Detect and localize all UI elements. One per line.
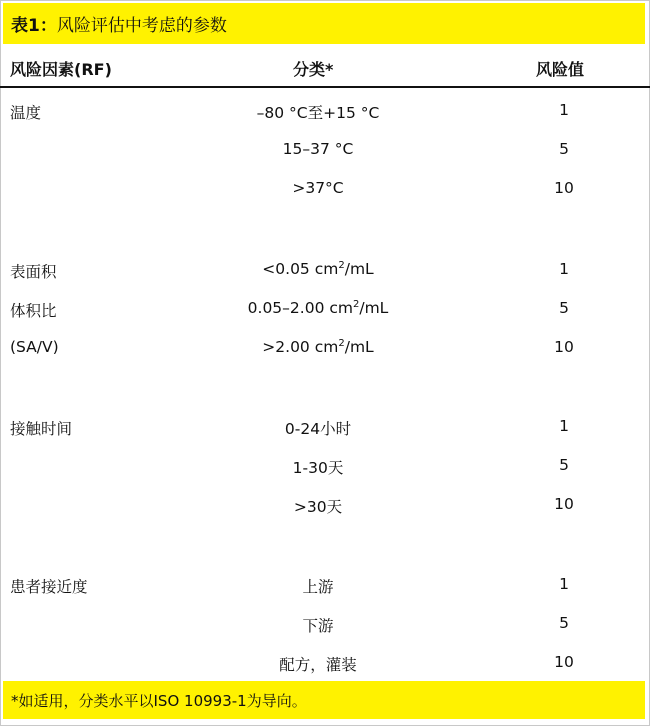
row-classification (150, 417, 486, 439)
table-row (0, 96, 650, 126)
row-risk-score: 10 (554, 179, 574, 197)
classification-superscript: 2 (338, 338, 345, 349)
row-risk-score: 1 (559, 575, 569, 593)
row-risk-score: 5 (559, 456, 569, 474)
row-classification (150, 260, 486, 278)
table-title (3, 3, 645, 44)
row-risk-score: 10 (554, 653, 574, 671)
row-risk-score: 5 (559, 614, 569, 632)
table-row (0, 174, 650, 204)
table-row (0, 609, 650, 639)
header-classification: 分类* (293, 60, 334, 79)
table-row (0, 255, 650, 285)
table-row (0, 648, 650, 678)
row-classification (150, 179, 486, 197)
row-classification (150, 495, 486, 517)
row-risk-score: 10 (554, 495, 574, 513)
classification-unit: /mL (344, 338, 374, 357)
row-label: 接触时间 (10, 420, 73, 438)
table-footnote: *如适用，分类水平以ISO 10993-1为导向。 (3, 681, 645, 719)
header-risk-factor: 风险因素(RF) (10, 60, 112, 79)
row-label: 患者接近度 (10, 578, 88, 596)
row-risk-score: 10 (554, 338, 574, 356)
row-label: 温度 (10, 104, 42, 122)
row-risk-score: 1 (559, 101, 569, 119)
table-row (0, 490, 650, 520)
classification-text: 上游 (302, 578, 334, 596)
classification-superscript: 2 (352, 299, 360, 310)
row-classification (150, 338, 486, 356)
row-risk-score: 5 (559, 140, 569, 158)
row-classification (150, 614, 486, 636)
table-row (0, 294, 650, 324)
table-header (0, 44, 650, 88)
classification-text: <0.05 cm (262, 260, 339, 279)
row-label: 体积比 (10, 302, 57, 320)
classification-text: 下游 (302, 617, 334, 635)
classification-unit: /mL (344, 260, 374, 279)
row-risk-score: 1 (559, 260, 569, 278)
table-row (0, 412, 650, 442)
classification-text: >30天 (293, 498, 343, 516)
row-classification (150, 456, 486, 478)
classification-text: 0.05–2.00 cm (247, 299, 353, 318)
row-risk-score: 5 (559, 299, 569, 317)
row-risk-score: 1 (559, 417, 569, 435)
table-row (0, 451, 650, 481)
classification-unit: /mL (359, 299, 389, 318)
table-title-number: 表1： (11, 16, 57, 36)
row-classification (150, 575, 486, 597)
row-classification (150, 101, 486, 123)
table-row (0, 570, 650, 600)
table-row (0, 135, 650, 165)
classification-text: 15–37 °C (282, 140, 354, 158)
classification-superscript: 2 (338, 260, 345, 271)
header-risk-score: 风险值 (536, 60, 585, 79)
table-row (0, 333, 650, 363)
classification-text: –80 °C至+15 °C (256, 104, 380, 122)
row-classification (150, 140, 486, 158)
row-label: (SA/V) (10, 338, 59, 356)
table-title-text: 风险评估中考虑的参数 (56, 16, 227, 36)
row-classification (150, 653, 486, 675)
classification-text: >2.00 cm (262, 338, 339, 357)
classification-text: 0-24小时 (284, 420, 352, 438)
classification-text: 配方，灌装 (279, 656, 357, 674)
classification-text: 1-30天 (292, 459, 344, 477)
row-label: 表面积 (10, 263, 57, 281)
row-classification (150, 299, 486, 317)
classification-text: >37°C (292, 179, 344, 197)
